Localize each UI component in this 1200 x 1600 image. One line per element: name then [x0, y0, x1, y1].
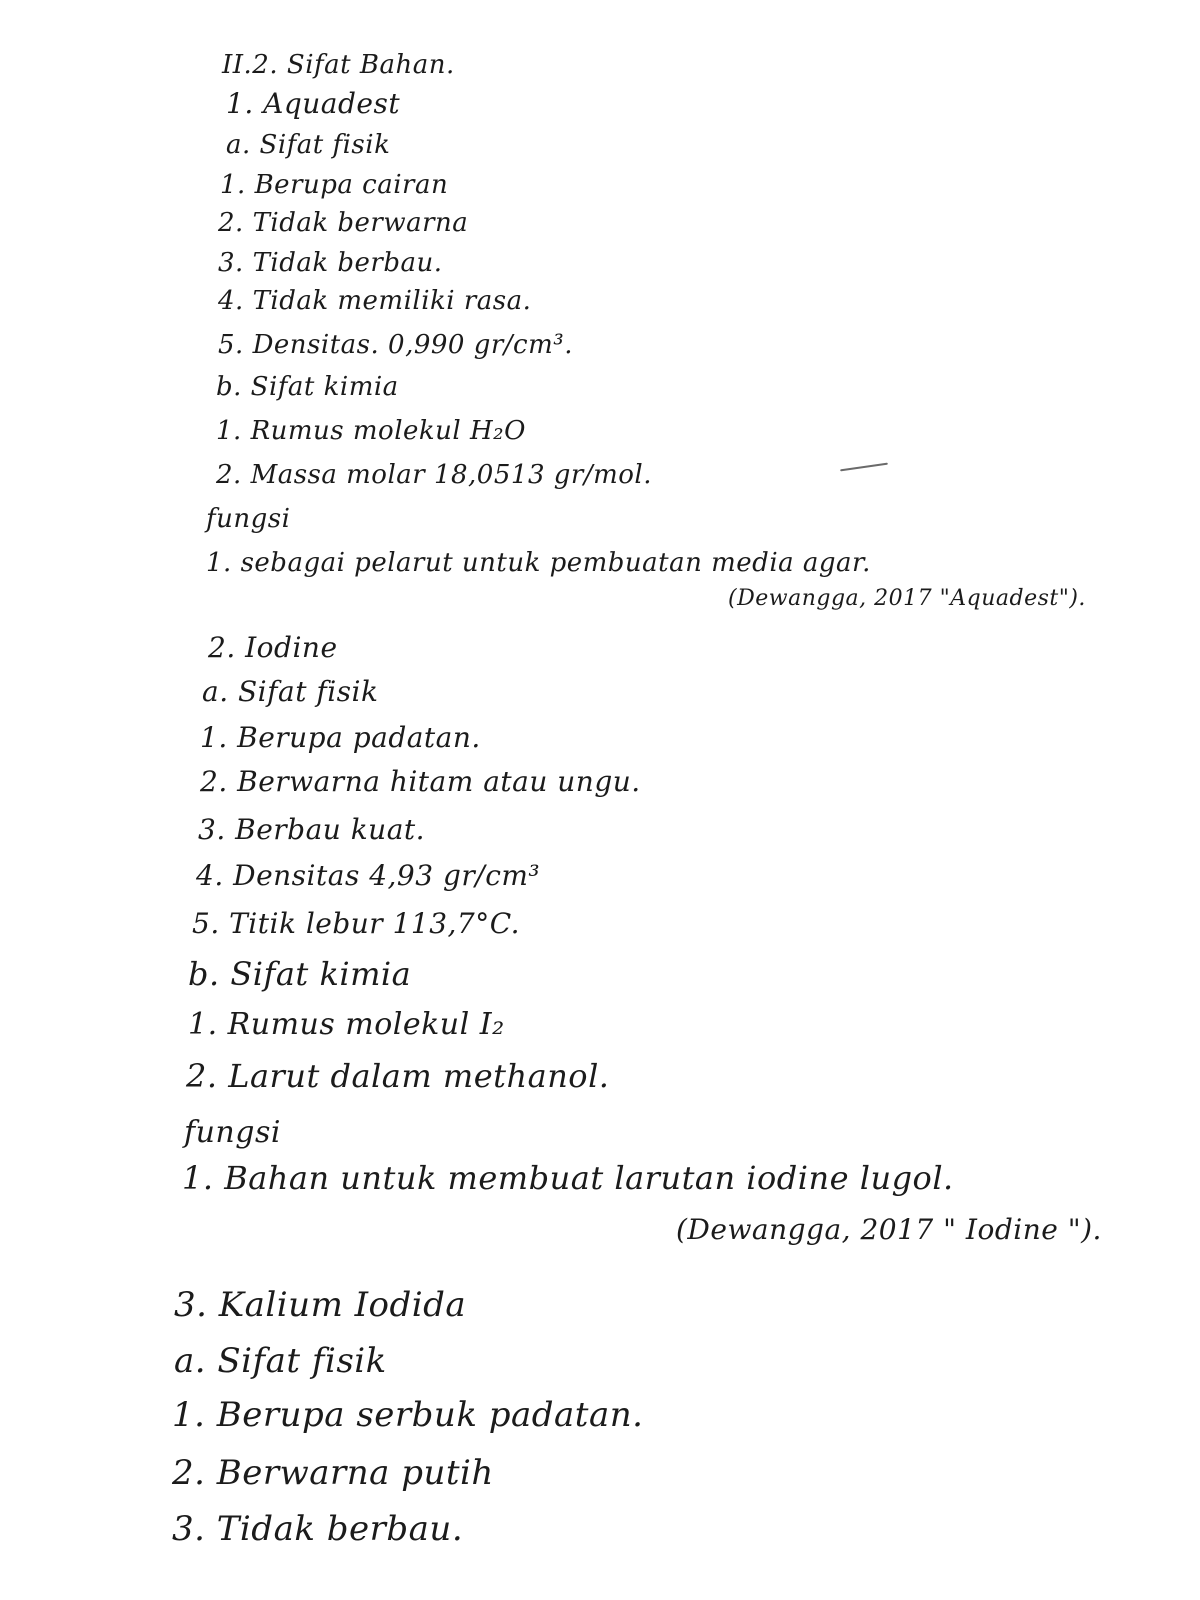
- aquadest-fisik-item: 5. Densitas. 0,990 gr/cm³.: [218, 330, 573, 360]
- kalium-iodida-fisik-label: a. Sifat fisik: [174, 1341, 387, 1381]
- iodine-fisik-item: 3. Berbau kuat.: [198, 813, 426, 846]
- aquadest-fisik-label: a. Sifat fisik: [226, 130, 391, 160]
- pen-stroke-mark: [840, 463, 888, 472]
- kalium-iodida-fisik-item: 3. Tidak berbau.: [172, 1509, 464, 1549]
- iodine-fungsi-label: fungsi: [184, 1115, 281, 1150]
- kalium-iodida-fisik-item: 2. Berwarna putih: [172, 1453, 494, 1493]
- kalium-iodida-title: 3. Kalium Iodida: [174, 1285, 467, 1325]
- iodine-kimia-item: 1. Rumus molekul I₂: [188, 1007, 505, 1042]
- iodine-kimia-item: 2. Larut dalam methanol.: [186, 1057, 610, 1095]
- aquadest-title: 1. Aquadest: [226, 87, 401, 120]
- aquadest-fungsi-item: 1. sebagai pelarut untuk pembuatan media agar.: [206, 548, 871, 578]
- aquadest-fisik-item: 1. Berupa cairan: [220, 170, 449, 200]
- iodine-kimia-label: b. Sifat kimia: [188, 955, 412, 993]
- iodine-fisik-item: 4. Densitas 4,93 gr/cm³: [196, 859, 541, 892]
- aquadest-fisik-item: 4. Tidak memiliki rasa.: [218, 286, 532, 316]
- iodine-fisik-item: 5. Titik lebur 113,7°C.: [192, 907, 521, 940]
- aquadest-citation: (Dewangga, 2017 "Aquadest").: [728, 586, 1086, 611]
- aquadest-fisik-item: 3. Tidak berbau.: [218, 248, 443, 278]
- iodine-fisik-item: 1. Berupa padatan.: [200, 721, 481, 754]
- iodine-fisik-item: 2. Berwarna hitam atau ungu.: [200, 765, 641, 798]
- aquadest-kimia-label: b. Sifat kimia: [216, 372, 399, 402]
- aquadest-kimia-item: 1. Rumus molekul H₂O: [216, 416, 526, 446]
- iodine-fisik-label: a. Sifat fisik: [202, 675, 379, 708]
- aquadest-fisik-item: 2. Tidak berwarna: [218, 208, 469, 238]
- iodine-citation: (Dewangga, 2017 " Iodine ").: [676, 1213, 1102, 1246]
- aquadest-fungsi-label: fungsi: [206, 504, 291, 534]
- iodine-title: 2. Iodine: [208, 631, 338, 664]
- iodine-fungsi-item: 1. Bahan untuk membuat larutan iodine lugol.: [182, 1159, 954, 1197]
- section-heading: II.2. Sifat Bahan.: [222, 50, 455, 80]
- kalium-iodida-fisik-item: 1. Berupa serbuk padatan.: [172, 1395, 644, 1435]
- aquadest-kimia-item: 2. Massa molar 18,0513 gr/mol.: [216, 460, 652, 490]
